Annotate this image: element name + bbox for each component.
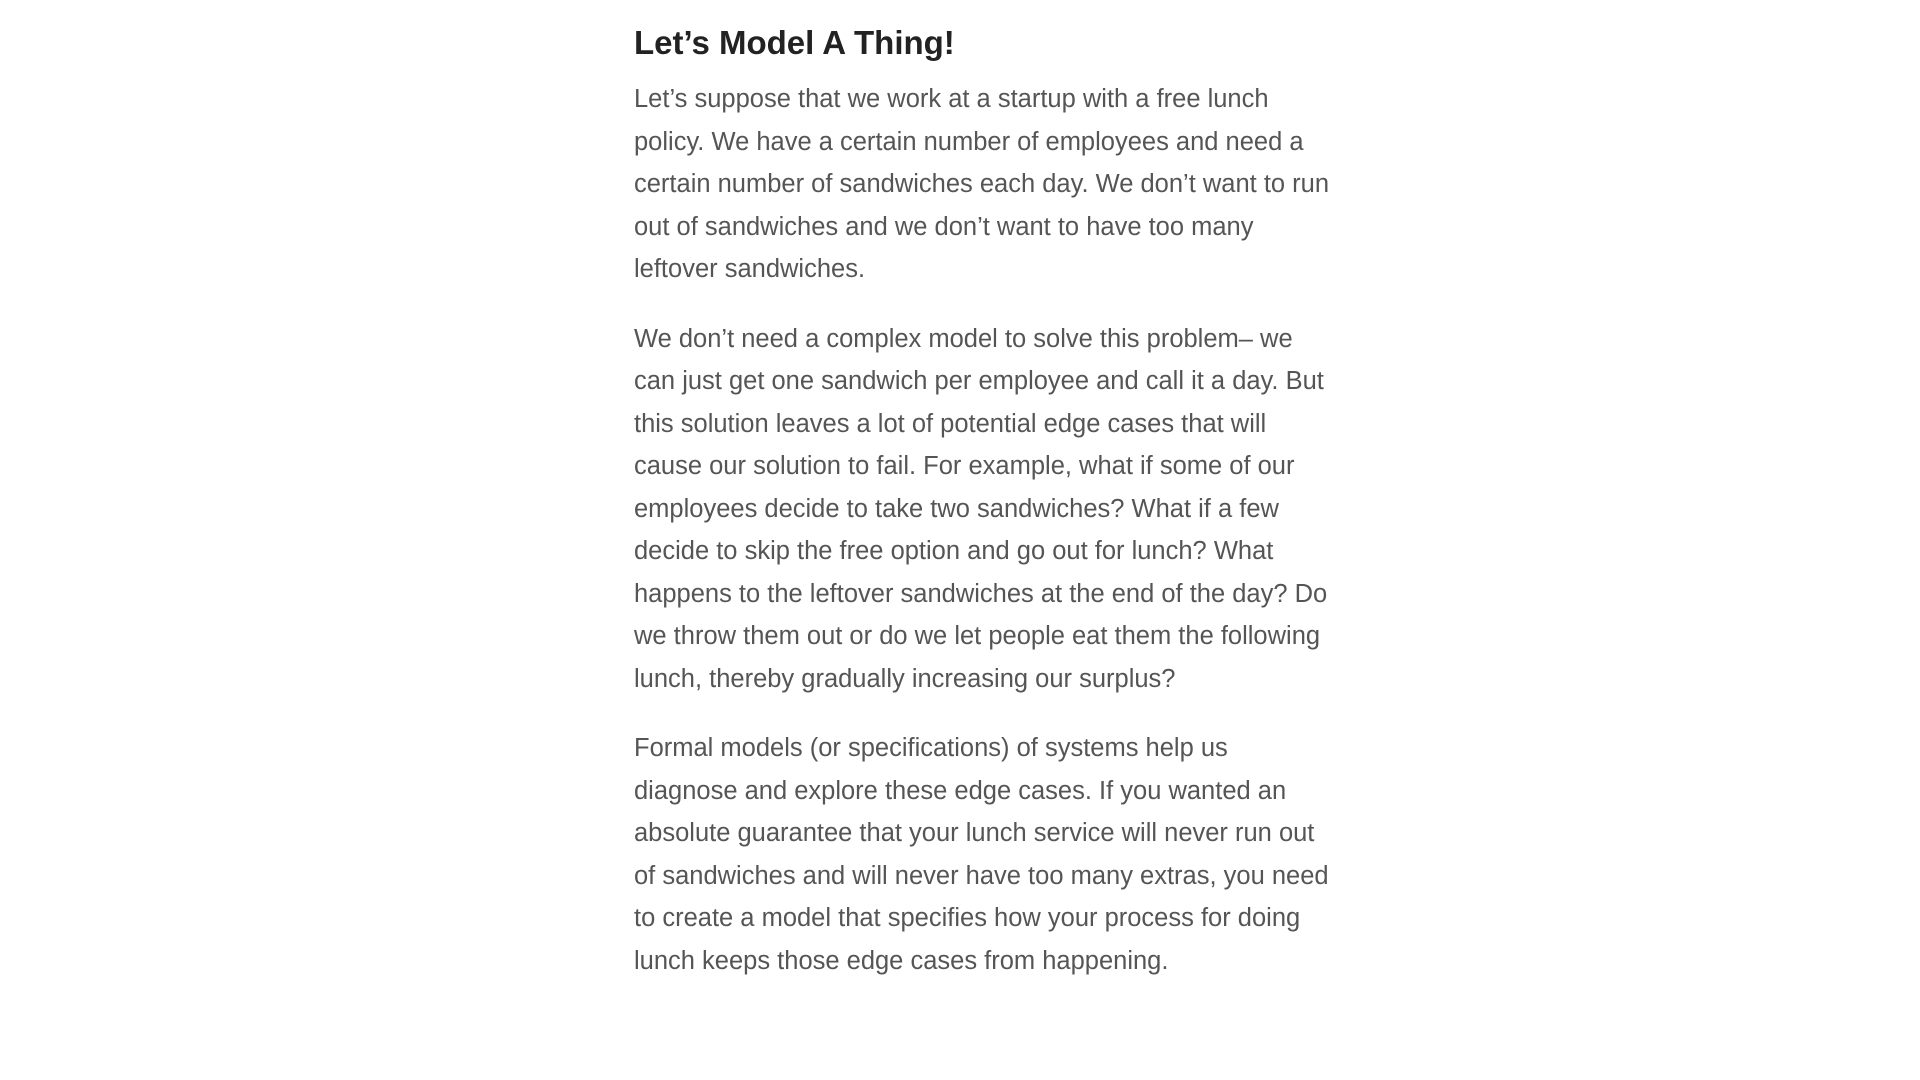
paragraph-intro: Let’s suppose that we work at a startup with a free lunch policy. We have a certain number of employees and need a certain number of sandwiches each day. We don’t want to run out of sandwiches and we don’t want to have too many leftover sandwiches. [634,85,1330,283]
section-heading: Let’s Model A Thing! [634,24,955,61]
article-body [634,22,1334,1009]
paragraph-edge-cases: We don’t need a complex model to solve this problem– we can just get one sandwich per employee and call it a day. But this solution leaves a lot of potential edge cases that will cause our solution to fail. For example, what if some of our employees decide to take two sandwiches? What if a few decide to skip the free option and go out for lunch? What happens to the leftover sandwiches at the end of the day? Do we throw them out or do we let people eat them the following lunch, thereby gradually increasing our surplus? [634,324,1328,693]
paragraph-formal-models: Formal models (or specifications) of systems help us diagnose and explore these edge cases. If you wanted an absolute guarantee that your lunch service will never run out of sandwiches and will never have too many extras, you need to create a model that specifies how your process for doing lunch keeps those edge cases from happening. [634,734,1329,975]
